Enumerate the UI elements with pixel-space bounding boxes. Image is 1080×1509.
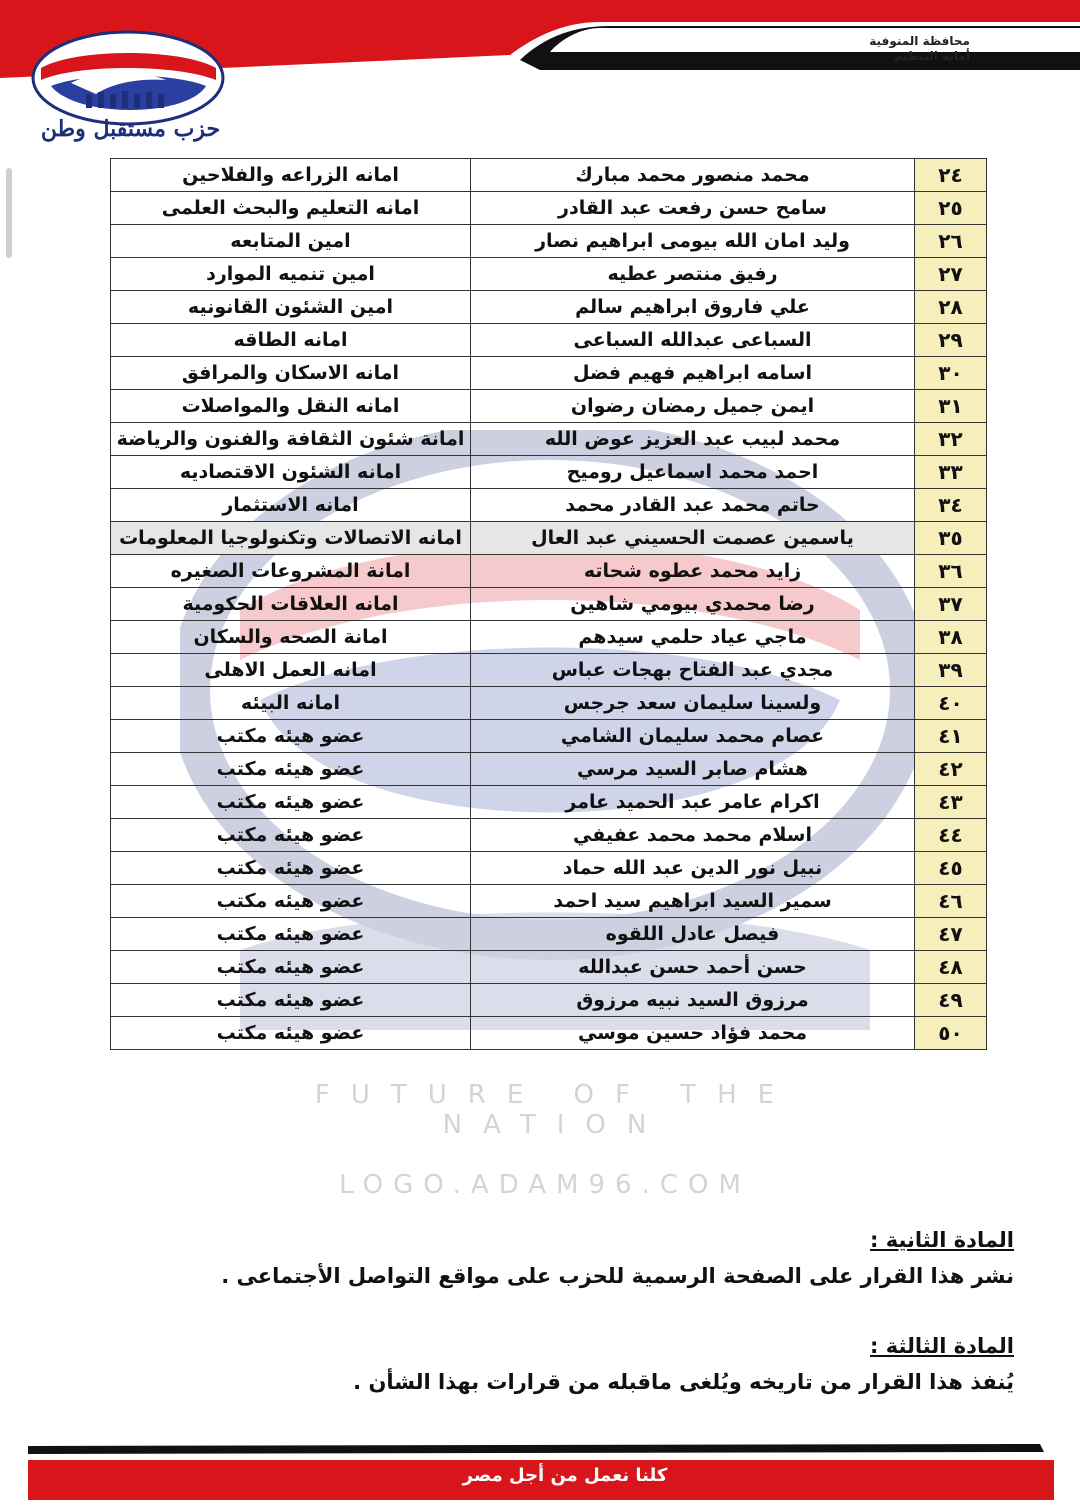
- member-name: محمد فؤاد حسين موسي: [471, 1017, 915, 1050]
- member-role: عضو هيئه مكتب: [111, 753, 471, 786]
- watermark-url: LOGO.ADAM96.COM: [339, 1170, 751, 1200]
- member-name: زايد محمد عطوه شحاته: [471, 555, 915, 588]
- member-role: امانه الزراعه والفلاحين: [111, 159, 471, 192]
- table-row: [111, 885, 987, 918]
- member-role: عضو هيئه مكتب: [111, 918, 471, 951]
- member-name: فيصل عادل اللقوه: [471, 918, 915, 951]
- member-role: امانه الشئون الاقتصاديه: [111, 456, 471, 489]
- table-row: [111, 291, 987, 324]
- row-number: ٢٧: [915, 258, 987, 291]
- member-role: امين تنميه الموارد: [111, 258, 471, 291]
- member-name: سامح حسن رفعت عبد القادر: [471, 192, 915, 225]
- member-role: امين المتابعه: [111, 225, 471, 258]
- row-number: ٣٠: [915, 357, 987, 390]
- table-row: [111, 258, 987, 291]
- member-name: محمد لبيب عبد العزيز عوض الله: [471, 423, 915, 456]
- member-role: امانة شئون الثقافة والفنون والرياضة: [111, 423, 471, 456]
- member-name: ياسمين عصمت الحسيني عبد العال: [471, 522, 915, 555]
- table-row: [111, 918, 987, 951]
- table-row: [111, 687, 987, 720]
- member-role: امانه العلاقات الحكومية: [111, 588, 471, 621]
- secretariat-label: أمانة التنظيم: [893, 49, 970, 63]
- table-row: [111, 819, 987, 852]
- member-role: امين الشئون القانونيه: [111, 291, 471, 324]
- member-name: مجدي عبد الفتاح بهجات عباس: [471, 654, 915, 687]
- member-name: اسلام محمد محمد عفيفي: [471, 819, 915, 852]
- article-three: [353, 1334, 1014, 1394]
- table-row: [111, 951, 987, 984]
- table-row: [111, 357, 987, 390]
- member-role: امانه الاسكان والمرافق: [111, 357, 471, 390]
- table-row: [111, 159, 987, 192]
- member-name: رفيق منتصر عطيه: [471, 258, 915, 291]
- governorate-label: محافظة المنوفية: [869, 34, 970, 48]
- member-name: ماجي عياد حلمي سيدهم: [471, 621, 915, 654]
- member-role: امانة الصحه والسكان: [111, 621, 471, 654]
- member-name: عصام محمد سليمان الشامي: [471, 720, 915, 753]
- member-role: امانه الطاقه: [111, 324, 471, 357]
- member-role: امانه الاستثمار: [111, 489, 471, 522]
- row-number: ٣٨: [915, 621, 987, 654]
- member-name: ولسينا سليمان سعد جرجس: [471, 687, 915, 720]
- member-role: امانه التعليم والبحث العلمى: [111, 192, 471, 225]
- row-number: ٢٥: [915, 192, 987, 225]
- scroll-indicator: [6, 168, 12, 258]
- member-role: عضو هيئه مكتب: [111, 984, 471, 1017]
- row-number: ٢٩: [915, 324, 987, 357]
- row-number: ٤٤: [915, 819, 987, 852]
- row-number: ٢٨: [915, 291, 987, 324]
- member-role: امانه العمل الاهلى: [111, 654, 471, 687]
- table-row: [111, 390, 987, 423]
- table-row: [111, 555, 987, 588]
- table-row: [111, 324, 987, 357]
- member-name: السباعى عبدالله السباعى: [471, 324, 915, 357]
- member-role: عضو هيئه مكتب: [111, 885, 471, 918]
- table-row: [111, 720, 987, 753]
- member-name: اسامه ابراهيم فهيم فضل: [471, 357, 915, 390]
- table-row: [111, 588, 987, 621]
- member-name: سمير السيد ابراهيم سيد احمد: [471, 885, 915, 918]
- member-name: علي فاروق ابراهيم سالم: [471, 291, 915, 324]
- table-row: [111, 225, 987, 258]
- party-name: حزب مستقبل وطن: [40, 116, 221, 142]
- article-two: [221, 1228, 1014, 1288]
- article-two-title: المادة الثانية :: [870, 1228, 1014, 1252]
- member-name: وليد امان الله بيومى ابراهيم نصار: [471, 225, 915, 258]
- member-role: امانة المشروعات الصغيره: [111, 555, 471, 588]
- footer-slogan: كلنا نعمل من أجل مصر: [462, 1465, 668, 1486]
- row-number: ٤٠: [915, 687, 987, 720]
- row-number: ٣٥: [915, 522, 987, 555]
- table-row: [111, 852, 987, 885]
- table-row: [111, 192, 987, 225]
- article-two-body: نشر هذا القرار على الصفحة الرسمية للحزب على مواقع التواصل الأجتماعى .: [221, 1264, 1014, 1288]
- article-three-title: المادة الثالثة :: [870, 1334, 1014, 1358]
- member-name: ايمن جميل رمضان رضوان: [471, 390, 915, 423]
- member-name: حسن أحمد حسن عبدالله: [471, 951, 915, 984]
- row-number: ٣١: [915, 390, 987, 423]
- member-name: رضا محمدي بيومي شاهين: [471, 588, 915, 621]
- member-name: حاتم محمد عبد القادر محمد: [471, 489, 915, 522]
- table-row: [111, 489, 987, 522]
- row-number: ٤٥: [915, 852, 987, 885]
- table-row: [111, 753, 987, 786]
- row-number: ٣٣: [915, 456, 987, 489]
- row-number: ٣٢: [915, 423, 987, 456]
- member-name: احمد محمد اسماعيل روميح: [471, 456, 915, 489]
- members-table: [110, 158, 987, 1050]
- table-row: [111, 423, 987, 456]
- member-role: امانه البيئه: [111, 687, 471, 720]
- article-three-body: يُنفذ هذا القرار من تاريخه ويُلغى ماقبله من قرارات بهذا الشأن .: [353, 1370, 1014, 1394]
- member-role: عضو هيئه مكتب: [111, 720, 471, 753]
- table-row: [111, 1017, 987, 1050]
- table-row: [111, 456, 987, 489]
- member-name: اكرام عامر عبد الحميد عامر: [471, 786, 915, 819]
- member-role: عضو هيئه مكتب: [111, 852, 471, 885]
- member-name: هشام صابر السيد مرسي: [471, 753, 915, 786]
- member-name: مرزوق السيد نبيه مرزوق: [471, 984, 915, 1017]
- member-role: امانه النقل والمواصلات: [111, 390, 471, 423]
- row-number: ٣٦: [915, 555, 987, 588]
- row-number: ٣٧: [915, 588, 987, 621]
- row-number: ٥٠: [915, 1017, 987, 1050]
- member-role: عضو هيئه مكتب: [111, 1017, 471, 1050]
- row-number: ٤٨: [915, 951, 987, 984]
- member-role: عضو هيئه مكتب: [111, 786, 471, 819]
- header-organization: [869, 34, 970, 64]
- member-name: نبيل نور الدين عبد الله حماد: [471, 852, 915, 885]
- member-name: محمد منصور محمد مبارك: [471, 159, 915, 192]
- row-number: ٢٦: [915, 225, 987, 258]
- member-role: عضو هيئه مكتب: [111, 951, 471, 984]
- row-number: ٤٣: [915, 786, 987, 819]
- row-number: ٣٩: [915, 654, 987, 687]
- row-number: ٢٤: [915, 159, 987, 192]
- table-row: [111, 522, 987, 555]
- row-number: ٤٧: [915, 918, 987, 951]
- member-role: عضو هيئه مكتب: [111, 819, 471, 852]
- table-row: [111, 621, 987, 654]
- member-role: امانه الاتصالات وتكنولوجيا المعلومات: [111, 522, 471, 555]
- watermark-english: FUTURE OF THE NATION: [314, 1080, 796, 1140]
- table-row: [111, 654, 987, 687]
- row-number: ٤١: [915, 720, 987, 753]
- table-row: [111, 984, 987, 1017]
- row-number: ٤٩: [915, 984, 987, 1017]
- row-number: ٣٤: [915, 489, 987, 522]
- table-row: [111, 786, 987, 819]
- row-number: ٤٢: [915, 753, 987, 786]
- row-number: ٤٦: [915, 885, 987, 918]
